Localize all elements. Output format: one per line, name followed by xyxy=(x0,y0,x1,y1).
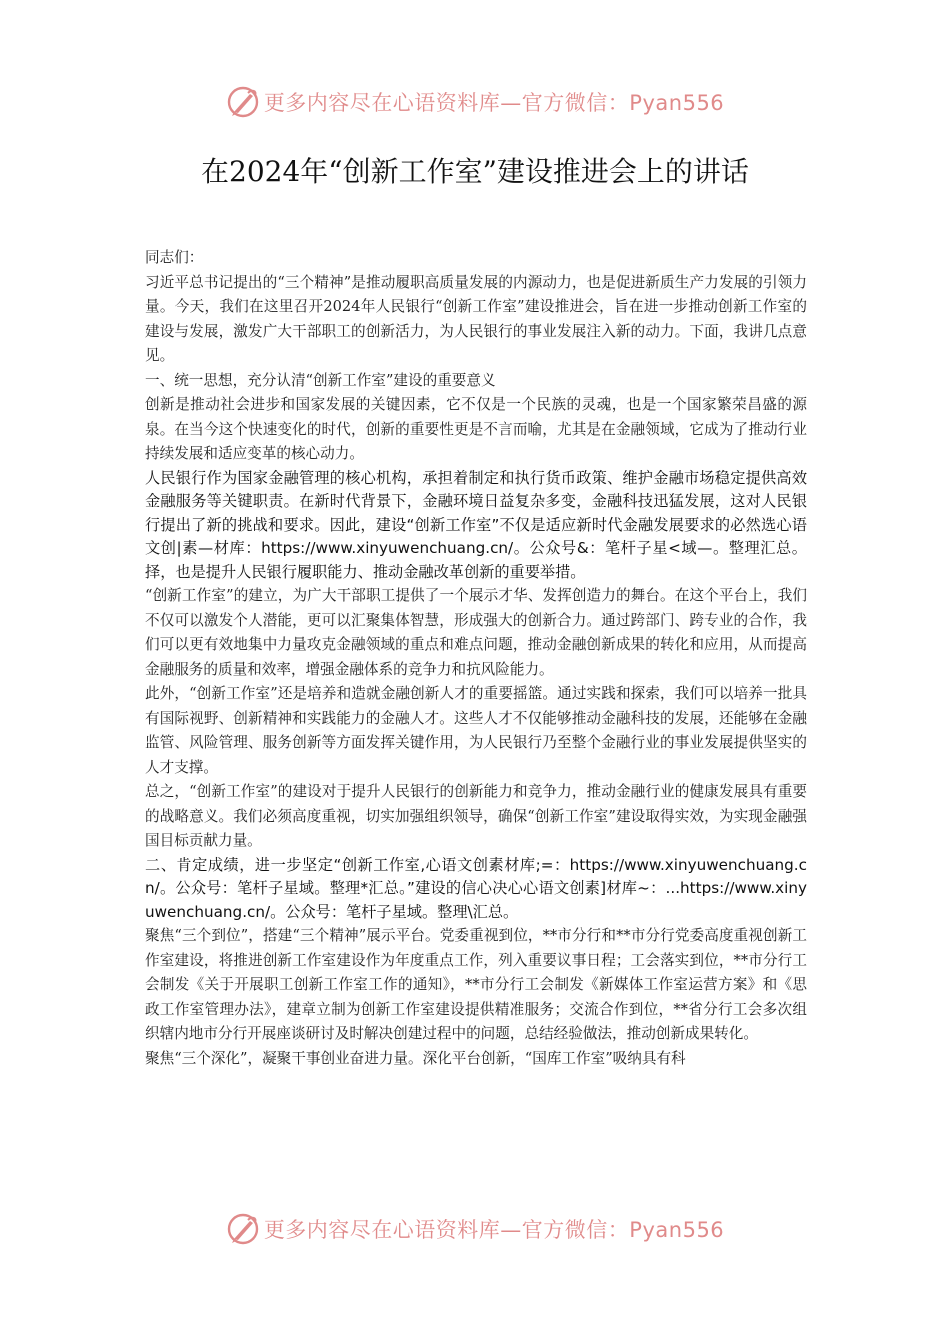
body-paragraph: 此外，“创新工作室”还是培养和造就金融创新人才的重要摇篮。通过实践和探索，我们可以培养一批具有国际视野、创新精神和实践能力的金融人才。这些人才不仅能够推动金融科技的发展，还能够在金融监管、风险管理、服务创新等方面发挥关键作用，为人民银行乃至整个金融行业的事业发展提供坚实的人才支撑。 xyxy=(145,685,807,776)
body-paragraph: 聚焦“三个深化”，凝聚干事创业奋进力量。深化平台创新，“国库工作室”吸纳具有科 xyxy=(145,1049,686,1067)
header-watermark-banner xyxy=(0,82,950,122)
quill-pen-logo-icon xyxy=(226,85,260,119)
body-paragraph: 创新是推动社会进步和国家发展的关键因素，它不仅是一个民族的灵魂，也是一个国家繁荣昌盛的源泉。在当今这个快速变化的时代，创新的重要性更是不言而喻，尤其是在金融领域，它成为了推动行业持续发展和适应变革的核心动力。 xyxy=(145,396,807,462)
section-heading: 二、肯定成绩，进一步坚定“创新工作室,心语文创素材库;=：https://www.xinyuwenchuang.cn/。公众号：笔杆子星域。整理*汇总。”建设的信心决心心语文创素]材库~：...https://www.xinyuwenchuang.cn/。公众号：笔杆子星域。整理\汇总。 xyxy=(145,855,807,921)
footer-watermark-banner xyxy=(0,1209,950,1249)
body-paragraph: 习近平总书记提出的“三个精神”是推动履职高质量发展的内源动力，也是促进新质生产力发展的引领力量。今天，我们在这里召开2024年人民银行“创新工作室”建设推进会，旨在进一步推动创新工作室的建设与发展，激发广大干部职工的创新活力，为人民银行的事业发展注入新的动力。下面，我讲几点意见。 xyxy=(145,273,807,364)
body-paragraph: 总之，“创新工作室”的建设对于提升人民银行的创新能力和竞争力，推动金融行业的健康发展具有重要的战略意义。我们必须高度重视，切实加强组织领导，确保“创新工作室”建设取得实效，为实现金融强国目标贡献力量。 xyxy=(145,783,807,849)
body-paragraph: 人民银行作为国家金融管理的核心机构，承担着制定和执行货币政策、维护金融市场稳定提供高效金融服务等关键职责。在新时代背景下，金融环境日益复杂多变，金融科技迅猛发展，这对人民银行提出了新的挑战和要求。因此，建设“创新工作室”不仅是适应新时代金融发展要求的必然选心语文创|素—材库：https://www.xinyuwenchuang.cn/。公众号&：笔杆子星<域—。整理汇总。择，也是提升人民银行履职能力、推动金融改革创新的重要举措。 xyxy=(145,468,807,581)
salutation: 同志们： xyxy=(145,249,204,266)
watermark-text: 更多内容尽在心语资料库—官方微信：Pyan556 xyxy=(263,1218,725,1242)
document-body xyxy=(145,246,807,1071)
section-heading: 一、统一思想，充分认清“创新工作室”建设的重要意义 xyxy=(145,371,496,389)
watermark-text: 更多内容尽在心语资料库—官方微信：Pyan556 xyxy=(263,91,725,115)
document-title: 在2024年“创新工作室”建设推进会上的讲话 xyxy=(201,155,749,188)
body-paragraph: “创新工作室”的建立，为广大干部职工提供了一个展示才华、发挥创造力的舞台。在这个平台上，我们不仅可以激发个人潜能，更可以汇聚集体智慧，形成强大的创新合力。通过跨部门、跨专业的合作，我们可以更有效地集中力量攻克金融领域的重点和难点问题，推动金融创新成果的转化和应用，从而提高金融服务的质量和效率，增强金融体系的竞争力和抗风险能力。 xyxy=(145,587,807,678)
body-paragraph: 聚焦“三个到位”，搭建“三个精神”展示平台。党委重视到位，**市分行和**市分行党委高度重视创新工作室建设，将推进创新工作室建设作为年度重点工作，列入重要议事日程；工会落实到位，**市分行工会制发《关于开展职工创新工作室工作的通知》，**市分行工会制发《新媒体工作室运营方案》和《思政工作室管理办法》，建章立制为创新工作室建设提供精准服务；交流合作到位，**省分行工会多次组织辖内地市分行开展座谈研讨及时解决创建过程中的问题，总结经验做法，推动创新成果转化。 xyxy=(145,927,807,1042)
quill-pen-logo-icon xyxy=(226,1212,260,1246)
